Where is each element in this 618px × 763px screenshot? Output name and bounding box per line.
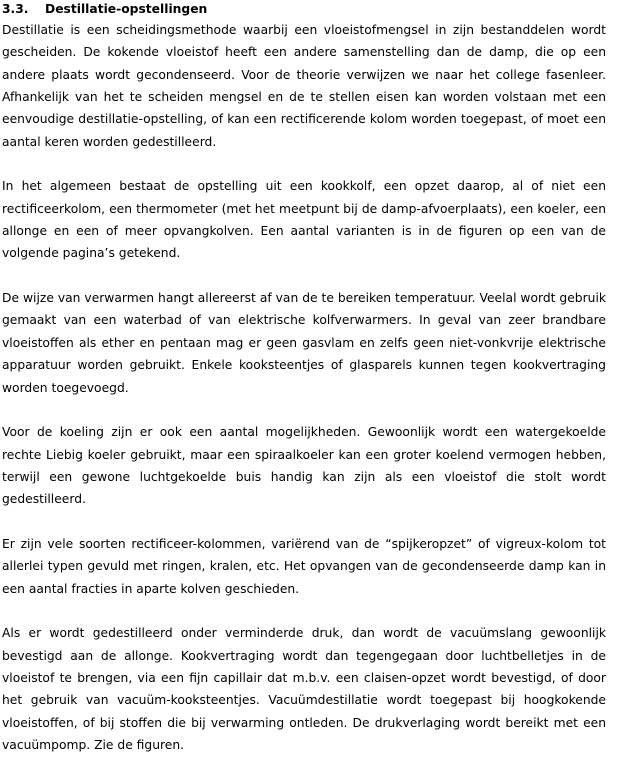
section-heading <box>2 0 606 19</box>
paragraph-opstelling: In het algemeen bestaat de opstelling uit een kookkolf, een opzet daarop, al of niet een rectificeerkolom, een thermometer (met het meetpunt bij de damp-afvoerplaats), een koeler, een allonge en een of meer opvangkolven. Een aantal varianten is in de figuren op een van de volgende pagina’s getekend. <box>2 179 606 261</box>
paragraph-destillatie: Destillatie is een scheidingsmethode waarbij een vloeistofmengsel in zijn bestanddelen wordt gescheiden. De kokende vloeistof heeft een andere samenstelling dan de damp, die op een andere plaats wordt gecondenseerd. Voor de theorie verwijzen we naar het college fasenleer. Afhankelijk van het te scheiden mengsel en de te stellen eisen kan worden volstaan met een eenvoudige destillatie-opstelling, of kan een rectificerende kolom worden toegepast, of moet een aantal keren worden gedestilleerd. <box>2 23 606 149</box>
paragraph-vacuumdestillatie: Als er wordt gedestilleerd onder verminderde druk, dan wordt de vacuümslang gewoonlijk bevestigd aan de allonge. Kookvertraging wordt dan tegengegaan door luchtbelletjes in de vloeistof te brengen, via een fijn capillair dat m.b.v. een claisen-opzet wordt bevestigd, of door het gebruik van vacuüm-kooksteentjes. Vacuümdestillatie wordt toegepast bij hoogkokende vloeistoffen, of bij stoffen die bij verwarming ontleden. De drukverlaging wordt bereikt met een vacuümpomp. Zie de figuren. <box>2 626 606 752</box>
section-number: 3.3. <box>2 2 29 16</box>
paragraph-verwarmen: De wijze van verwarmen hangt allereerst af van de te bereiken temperatuur. Veelal wordt gebruik gemaakt van een waterbad of van elektrische kolfverwarmers. In geval van zeer brandbare vloeistoffen als ether en pentaan mag er geen gasvlam en zelfs geen niet-vonkvrije elektrische apparatuur worden gebruikt. Enkele kooksteentjes of glasparels kunnen tegen kookvertraging worden toegevoegd. <box>2 291 606 395</box>
section-title: Destillatie-opstellingen <box>45 2 208 16</box>
paragraph-rectificeer-kolommen: Er zijn vele soorten rectificeer-kolommen, variërend van de “spijkeropzet” of vigreux-kolom tot allerlei typen gevuld met ringen, kralen, etc. Het opvangen van de gecondenseerde damp kan in een aantal fracties in aparte kolven geschieden. <box>2 536 606 596</box>
paragraph-koeling: Voor de koeling zijn er ook een aantal mogelijkheden. Gewoonlijk wordt een watergekoelde rechte Liebig koeler gebruikt, maar een spiraalkoeler kan een groter koelend vermogen hebben, terwijl een gewone luchtgekoelde buis handig kan zijn als een vloeistof die stolt wordt gedestilleerd. <box>2 425 606 507</box>
document-page <box>2 0 606 756</box>
